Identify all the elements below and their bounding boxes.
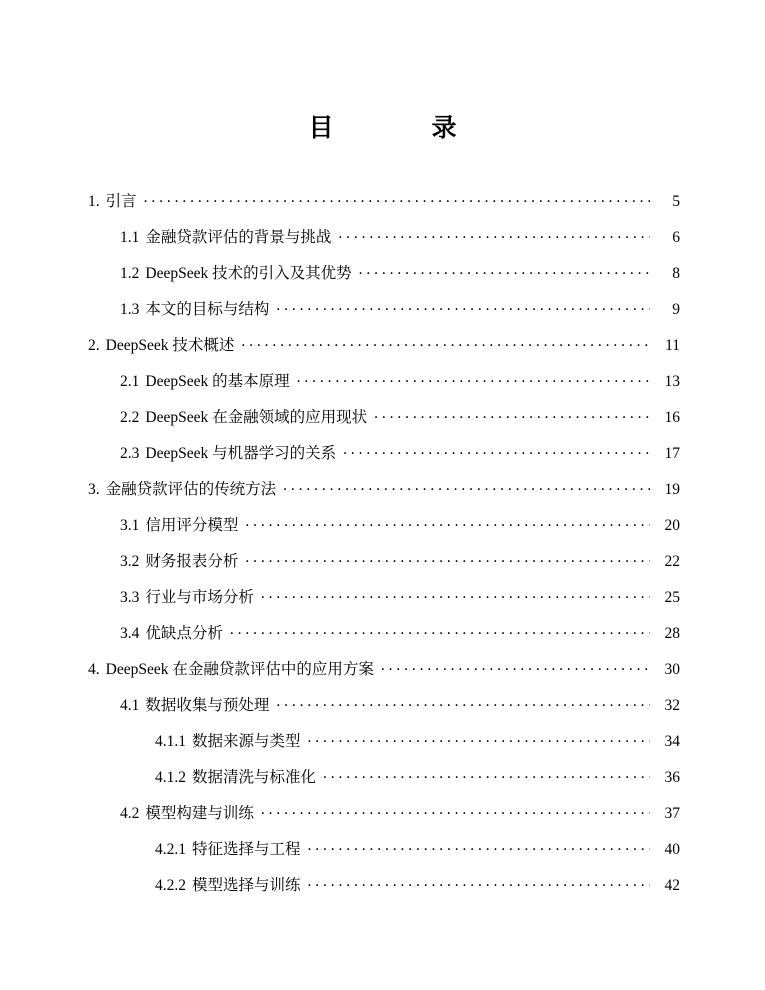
toc-entry-label: DeepSeek 技术概述 <box>105 336 235 354</box>
toc-entry-page-number: 28 <box>664 624 680 642</box>
toc-entry-page-number: 16 <box>664 408 680 426</box>
toc-entry-page-number: 22 <box>664 552 680 570</box>
toc-entry[interactable] <box>0 190 765 209</box>
toc-entry-page-number: 13 <box>664 372 680 390</box>
toc-entry-label: DeepSeek 的基本原理 <box>145 372 290 390</box>
toc-entry[interactable] <box>0 586 765 605</box>
toc-entry-label: 数据清洗与标准化 <box>192 768 317 786</box>
toc-entry[interactable] <box>0 406 765 425</box>
toc-leader-dots <box>241 334 650 350</box>
toc-leader-dots <box>144 190 650 206</box>
toc-entry-label: 金融贷款评估的背景与挑战 <box>145 228 332 246</box>
toc-entry-page-number: 8 <box>672 264 680 282</box>
toc-entry-label: 数据收集与预处理 <box>145 696 270 714</box>
toc-entry-number: 4.1.2 <box>155 768 186 786</box>
toc-entry[interactable] <box>0 550 765 569</box>
toc-entry-label: 信用评分模型 <box>145 516 239 534</box>
table-of-contents <box>0 190 765 893</box>
toc-entry[interactable] <box>0 442 765 461</box>
toc-entry[interactable] <box>0 838 765 857</box>
toc-entry[interactable] <box>0 298 765 317</box>
toc-entry-number: 3.1 <box>120 516 140 534</box>
toc-entry-label: DeepSeek 在金融领域的应用现状 <box>145 408 368 426</box>
toc-entry-label: 金融贷款评估的传统方法 <box>105 480 277 498</box>
toc-entry-label: 模型构建与训练 <box>145 804 254 822</box>
toc-entry-number: 2.2 <box>120 408 140 426</box>
toc-entry-number: 1.1 <box>120 228 140 246</box>
toc-entry-number: 4.1.1 <box>155 732 186 750</box>
toc-entry-number: 2.3 <box>120 444 140 462</box>
toc-entry-page-number: 20 <box>664 516 680 534</box>
toc-leader-dots <box>297 370 650 386</box>
toc-leader-dots <box>381 658 650 674</box>
toc-entry-label: DeepSeek 技术的引入及其优势 <box>145 264 352 282</box>
toc-entry-number: 3.4 <box>120 624 140 642</box>
toc-entry-page-number: 40 <box>664 840 680 858</box>
toc-entry[interactable] <box>0 514 765 533</box>
toc-entry-page-number: 6 <box>672 228 680 246</box>
toc-entry-label: 优缺点分析 <box>145 624 223 642</box>
toc-entry-page-number: 5 <box>672 192 680 210</box>
toc-leader-dots <box>283 478 650 494</box>
toc-entry-number: 1. <box>88 192 100 210</box>
toc-entry-label: 引言 <box>105 192 137 210</box>
toc-entry-page-number: 34 <box>664 732 680 750</box>
toc-entry-page-number: 42 <box>664 876 680 894</box>
toc-entry[interactable] <box>0 334 765 353</box>
toc-entry-page-number: 30 <box>664 660 680 678</box>
toc-leader-dots <box>323 766 650 782</box>
toc-entry-page-number: 25 <box>664 588 680 606</box>
toc-entry-number: 4. <box>88 660 100 678</box>
toc-leader-dots <box>230 622 650 638</box>
toc-entry[interactable] <box>0 262 765 281</box>
toc-leader-dots <box>245 514 650 530</box>
toc-entry-page-number: 37 <box>664 804 680 822</box>
toc-leader-dots <box>308 838 650 854</box>
toc-leader-dots <box>343 442 650 458</box>
toc-entry[interactable] <box>0 622 765 641</box>
toc-entry-number: 4.2.1 <box>155 840 186 858</box>
toc-entry[interactable] <box>0 478 765 497</box>
toc-leader-dots <box>276 694 650 710</box>
page-title: 目 录 <box>308 113 473 142</box>
toc-entry-label: 特征选择与工程 <box>192 840 301 858</box>
toc-leader-dots <box>261 802 650 818</box>
toc-entry[interactable] <box>0 802 765 821</box>
toc-entry-number: 1.2 <box>120 264 140 282</box>
toc-leader-dots <box>359 262 650 278</box>
toc-entry-page-number: 9 <box>672 300 680 318</box>
toc-entry-number: 2.1 <box>120 372 140 390</box>
toc-entry-page-number: 17 <box>664 444 680 462</box>
toc-entry-label: DeepSeek 与机器学习的关系 <box>145 444 337 462</box>
toc-leader-dots <box>374 406 650 422</box>
toc-leader-dots <box>276 298 650 314</box>
toc-entry[interactable] <box>0 874 765 893</box>
toc-entry[interactable] <box>0 370 765 389</box>
toc-entry-number: 4.2.2 <box>155 876 186 894</box>
toc-leader-dots <box>308 874 650 890</box>
toc-entry-number: 3.3 <box>120 588 140 606</box>
toc-entry-number: 1.3 <box>120 300 140 318</box>
toc-entry[interactable] <box>0 766 765 785</box>
toc-entry-number: 4.2 <box>120 804 140 822</box>
toc-leader-dots <box>245 550 650 566</box>
toc-entry[interactable] <box>0 694 765 713</box>
toc-entry[interactable] <box>0 226 765 245</box>
toc-entry-page-number: 19 <box>664 480 680 498</box>
toc-entry-number: 3. <box>88 480 100 498</box>
toc-entry-label: 数据来源与类型 <box>192 732 301 750</box>
toc-entry-label: 财务报表分析 <box>145 552 239 570</box>
toc-entry-label: 行业与市场分析 <box>145 588 254 606</box>
toc-entry-page-number: 11 <box>665 336 680 354</box>
toc-entry-number: 4.1 <box>120 696 140 714</box>
toc-leader-dots <box>338 226 650 242</box>
toc-entry-page-number: 36 <box>664 768 680 786</box>
toc-entry-number: 3.2 <box>120 552 140 570</box>
toc-entry-label: 本文的目标与结构 <box>145 300 270 318</box>
toc-entry[interactable] <box>0 730 765 749</box>
toc-leader-dots <box>308 730 650 746</box>
toc-entry[interactable] <box>0 658 765 677</box>
toc-leader-dots <box>261 586 650 602</box>
toc-entry-label: DeepSeek 在金融贷款评估中的应用方案 <box>105 660 374 678</box>
toc-entry-number: 2. <box>88 336 100 354</box>
toc-entry-page-number: 32 <box>664 696 680 714</box>
toc-entry-label: 模型选择与训练 <box>192 876 301 894</box>
